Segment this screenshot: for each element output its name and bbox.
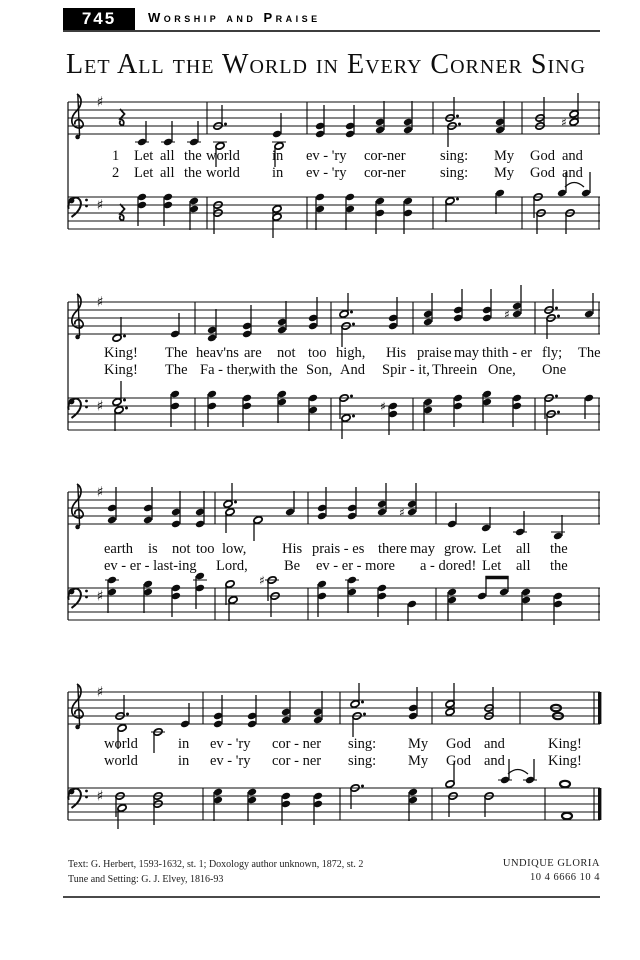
lyric-word: may (410, 541, 435, 557)
lyric-word: sing: (348, 753, 377, 769)
lyric-word: and (562, 165, 583, 181)
lyric-word: are (244, 345, 262, 361)
lyric-word: Be (284, 558, 301, 574)
hymn-title: Let All the World in Every Corner Sing (66, 49, 587, 80)
lyric-word: thith - er (482, 345, 532, 361)
lyric-word: Fa - ther, (200, 362, 253, 378)
lyric-word: in (272, 165, 284, 181)
lyric-word: heav'ns (196, 345, 239, 361)
lyric-word: is (148, 541, 158, 557)
lyric-word: the (280, 362, 298, 378)
treble-staff (68, 683, 601, 753)
lyric-word: ev - 'ry (210, 753, 251, 769)
lyric-word: and (484, 753, 505, 769)
lyric-word: King! (548, 753, 582, 769)
lyric-word: God (446, 736, 471, 752)
lyric-word: in (466, 362, 478, 378)
lyric-word: and (484, 736, 505, 752)
lyric-word: with (250, 362, 276, 378)
lyric-word: My (494, 165, 515, 181)
text-credit: Text: G. Herbert, 1593-1632, st. 1; Doxology author unknown, 1872, st. 2 (68, 859, 364, 870)
lyric-word: there (378, 541, 407, 557)
lyric-word: His (386, 345, 407, 361)
lyric-word: ev - er - more (316, 558, 395, 574)
lyric-word: fly; (542, 345, 563, 361)
section-title: Worship and Praise (148, 10, 321, 25)
lyric-word: 2 (112, 165, 120, 181)
tune-credit: Tune and Setting: G. J. Elvey, 1816-93 (68, 874, 224, 885)
lyric-word: not (172, 541, 191, 557)
svg-text:♯: ♯ (259, 573, 265, 588)
lyric-word: grow. (444, 541, 477, 557)
lyric-word: King! (104, 345, 138, 361)
lyric-word: a - dored! (420, 558, 477, 574)
lyric-word: in (178, 753, 190, 769)
lyric-word: world (206, 148, 240, 164)
lyric-word: ev - 'ry (306, 165, 347, 181)
lyric-word: His (282, 541, 303, 557)
credits-block (68, 857, 363, 887)
lyric-word: The (578, 345, 601, 361)
lyric-word: Let (482, 541, 502, 557)
tune-meta-block (503, 857, 600, 885)
svg-text:♯: ♯ (96, 398, 104, 415)
lyric-word: cor - ner (272, 736, 322, 752)
lyric-word: cor - ner (272, 753, 322, 769)
lyric-word: praise (417, 345, 452, 361)
svg-text:♯: ♯ (96, 94, 104, 111)
lyric-word: world (206, 165, 240, 181)
lyric-word: ev - 'ry (210, 736, 251, 752)
lyric-word: cor-ner (364, 148, 406, 164)
svg-text:♯: ♯ (96, 294, 104, 311)
lyric-word: in (178, 736, 190, 752)
svg-text:♯: ♯ (96, 588, 104, 605)
lyric-word: in (272, 148, 284, 164)
lyric-word: Let (134, 165, 154, 181)
svg-text:♯: ♯ (96, 197, 104, 214)
hymn-number-badge (63, 8, 135, 30)
lyric-word: all (160, 148, 175, 164)
lyric-word: God (530, 148, 555, 164)
lyric-word: the (184, 165, 202, 181)
lyric-word: too (308, 345, 327, 361)
lyric-word: all (160, 165, 175, 181)
lyric-word: not (277, 345, 296, 361)
lyric-word: and (562, 148, 583, 164)
lyric-word: 1 (112, 148, 120, 164)
lyric-word: Spir - it, (382, 362, 430, 378)
lyric-word: The (165, 362, 188, 378)
lyric-word: ev - er - last-ing (104, 558, 197, 574)
lyric-word: world (104, 736, 138, 752)
lyric-word: One (542, 362, 567, 378)
lyric-word: God (530, 165, 555, 181)
tune-name: UNDIQUE GLORIA (502, 858, 600, 869)
lyric-word: the (550, 541, 568, 557)
lyric-word: sing: (440, 148, 469, 164)
lyric-word: And (340, 362, 365, 378)
lyric-word: low, (222, 541, 247, 557)
lyric-word: King! (104, 362, 138, 378)
lyric-word: world (104, 753, 138, 769)
lyric-word: sing: (440, 165, 469, 181)
lyric-word: My (408, 736, 429, 752)
lyric-word: Let (134, 148, 154, 164)
lyric-word: the (550, 558, 568, 574)
lyric-word: Three (432, 362, 466, 378)
svg-text:♯: ♯ (504, 307, 510, 322)
bass-staff (68, 381, 600, 439)
lyric-word: may (454, 345, 479, 361)
bass-staff (68, 572, 600, 625)
lyric-word: high, (336, 345, 366, 361)
lyric-word: Son, (306, 362, 333, 378)
lyric-word: all (516, 558, 531, 574)
header-rule (63, 30, 600, 32)
lyric-word: too (196, 541, 215, 557)
treble-staff (68, 285, 600, 347)
meter: 10 4 6666 10 4 (530, 872, 600, 883)
lyric-word: ev - 'ry (306, 148, 347, 164)
lyric-word: sing: (348, 736, 377, 752)
svg-text:♯: ♯ (96, 788, 104, 805)
lyric-word: Lord, (216, 558, 248, 574)
treble-staff (68, 483, 600, 541)
bass-staff (68, 759, 601, 829)
svg-text:♯: ♯ (380, 399, 386, 414)
lyric-word: My (494, 148, 515, 164)
svg-text:♯: ♯ (399, 505, 405, 520)
lyric-word: Let (482, 558, 502, 574)
lyric-word: cor-ner (364, 165, 406, 181)
svg-text:♯: ♯ (561, 115, 567, 130)
lyric-word: earth (104, 541, 133, 557)
lyric-word: One, (488, 362, 516, 378)
hymn-number: 745 (81, 9, 117, 28)
lyric-word: prais - es (312, 541, 365, 557)
lyric-word: The (165, 345, 188, 361)
lyric-word: My (408, 753, 429, 769)
svg-text:♯: ♯ (96, 484, 104, 501)
lyric-word: God (446, 753, 471, 769)
lyric-word: all (516, 541, 531, 557)
lyric-word: King! (548, 736, 582, 752)
footer-rule (63, 896, 600, 898)
svg-text:♯: ♯ (96, 684, 104, 701)
lyric-word: the (184, 148, 202, 164)
